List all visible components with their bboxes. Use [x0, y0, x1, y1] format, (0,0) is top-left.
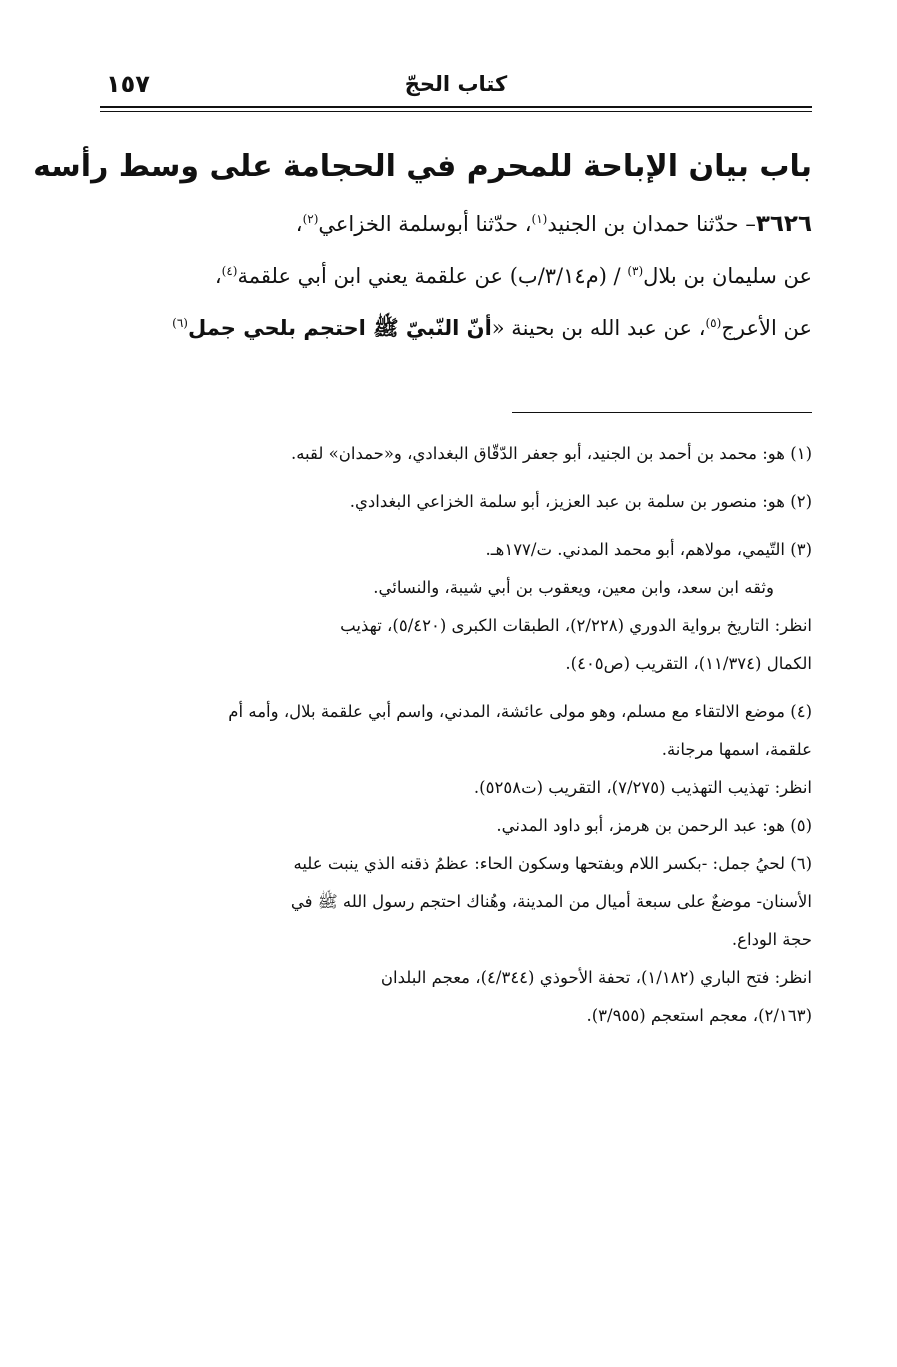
footnote-line: (٥) هو: عبد الرحمن بن هرمز، أبو داود المدني. — [496, 816, 812, 835]
footnote-line: حجة الوداع. — [731, 930, 812, 949]
hadith-matn: أنّ النّبيّ ﷺ احتجم بلحي جمل — [187, 316, 492, 340]
footnote-line: (٦) لحيُ جمل: -بكسر اللام وبفتحها وسكون الحاء: عظمُ ذقنه الذي ينبت عليه — [293, 854, 812, 873]
chapter-heading: باب بيان الإباحة للمحرم في الحجامة على وسط رأسه — [33, 149, 812, 184]
footnote-marker: (٢) — [302, 212, 319, 226]
footnote-line: انظر: التاريخ برواية الدوري (٢/٢٢٨)، الطبقات الكبرى (٥/٤٢٠)، تهذيب — [340, 616, 812, 635]
footnote-marker: (٥) — [705, 316, 722, 330]
page-number: ١٥٧ — [106, 70, 150, 98]
footnote-marker: (٤) — [221, 264, 238, 278]
hadith-text-segment: ، — [295, 212, 303, 236]
hadith-number: ٣٦٢٦ — [755, 211, 812, 237]
hadith-line-3 — [100, 302, 812, 354]
footnote-marker: (٣) — [627, 264, 644, 278]
footnote-line: (٤) موضع الالتقاء مع مسلم، وهو مولى عائشة، المدني، واسم أبي علقمة بلال، وأمه أم — [228, 702, 812, 721]
running-header — [100, 66, 812, 104]
running-title: كتاب الحجّ — [404, 72, 508, 96]
book-page — [33, 66, 812, 1035]
footnote-line: علقمة، اسمها مرجانة. — [661, 740, 812, 759]
hadith-text-segment: ، حدّثنا أبوسلمة الخزاعي — [318, 212, 532, 236]
footnote-marker: (٦) — [172, 316, 188, 330]
hadith-line-2 — [100, 250, 812, 302]
hadith-text-segment: عن الأعرج — [721, 316, 812, 340]
hadith-text — [100, 198, 812, 354]
footnotes — [100, 435, 812, 1035]
header-rule — [100, 106, 812, 112]
hadith-text-segment: – حدّثنا حمدان بن الجنيد — [547, 212, 756, 236]
footnote-line: انظر: فتح الباري (١/١٨٢)، تحفة الأحوذي (٤/٣٤٤)، معجم البلدان — [380, 968, 812, 987]
hadith-text-segment: ، عن عبد الله بن بحينة « — [491, 316, 706, 340]
hadith-text-segment: ، — [214, 264, 222, 288]
hadith-text-segment: / (م٣/١٤/ب) عن علقمة يعني ابن أبي علقمة — [237, 264, 628, 288]
footnote-line: انظر: تهذيب التهذيب (٧/٢٧٥)، التقريب (ت٥٢٥٨). — [473, 778, 812, 797]
footnote-marker: (١) — [531, 212, 548, 226]
footnote-line: وثقه ابن سعد، وابن معين، ويعقوب بن أبي شيبة، والنسائي. — [373, 578, 774, 597]
hadith-text-segment: عن سليمان بن بلال — [643, 264, 812, 288]
footnote-line: (٢) هو: منصور بن سلمة بن عبد العزيز، أبو سلمة الخزاعي البغدادي. — [349, 492, 812, 511]
footnote-line: (٢/١٦٣)، معجم استعجم (٣/٩٥٥). — [586, 1006, 812, 1025]
footnote-line: (٣) التّيمي، مولاهم، أبو محمد المدني. ت/١٧٧هـ. — [485, 540, 812, 559]
hadith-line-1 — [100, 198, 812, 250]
footnote-line: (١) هو: محمد بن أحمد بن الجنيد، أبو جعفر الدّقّاق البغدادي، و«حمدان» لقبه. — [290, 444, 812, 463]
footnote-separator — [512, 412, 812, 413]
footnote-line: الأسنان- موضعٌ على سبعة أميال من المدينة، وهُناك احتجم رسول الله ﷺ في — [290, 892, 812, 911]
footnote-line: الكمال (١١/٣٧٤)، التقريب (ص٤٠٥). — [565, 654, 812, 673]
